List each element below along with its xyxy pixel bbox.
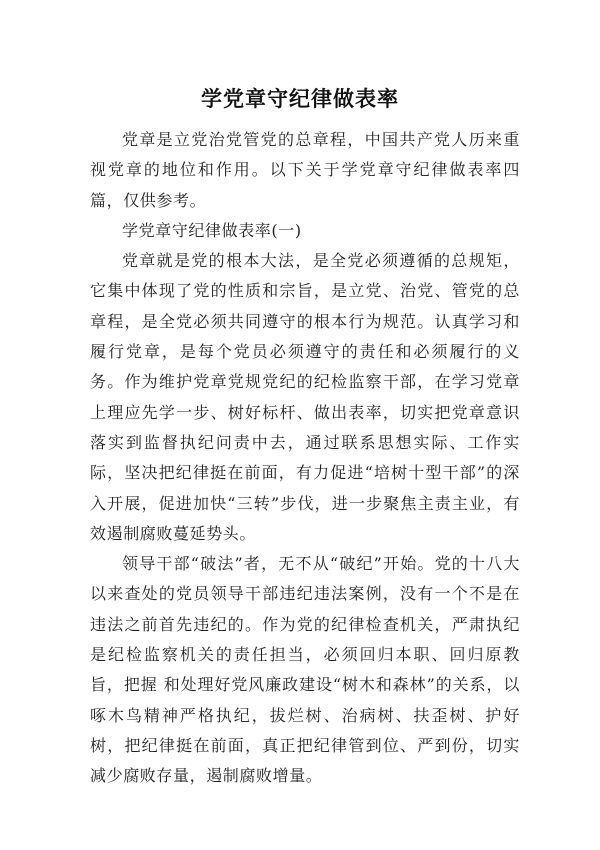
body-paragraph: 党章就是党的根本大法，是全党必须遵循的总规矩，它集中体现了党的性质和宗旨，是立党、治党、管党的总章程，是全党必须共同遵守的根本行为规范。认真学习和履行党章，是每个党员必须遵守的责任和必须履行的义务。作为维护党章党规党纪的纪检监察干部，在学习党章上理应先学一步、树好标杆、做出表率，切实把党章意识落实到监督执纪问责中去，通过联系思想实际、工作实际，坚决把纪律挺在前面，有力促进“培树十型干部”的深入开展，促进加快“三转”步伐，进一步聚焦主责主业，有效遏制腐败蔓延势头。	[90, 251, 520, 543]
document-title: 学党章守纪律做表率	[201, 87, 399, 111]
section-heading: 学党章守纪律做表率(一)	[122, 220, 302, 240]
body-paragraph: 领导干部“破法”者，无不从“破纪”开始。党的十八大以来查处的党员领导干部违纪违法案例，没有一个不是在违法之前首先违纪的。作为党的纪律检查机关，严肃执纪是纪检监察机关的责任担当，必须回归本职、回归原教旨，把握 和处理好党风廉政建设“树木和森林”的关系，以啄木鸟精神严格执纪，拔烂树、治病树、扶歪树、护好树，把纪律挺在前面，真正把纪律管到位、严到份，切实减少腐败存量，遏制腐败增量。	[90, 554, 520, 786]
document-body	[90, 125, 520, 792]
intro-paragraph: 党章是立党治党管党的总章程，中国共产党人历来重视党章的地位和作用。以下关于学党章守纪律做表率四篇，仅供参考。	[90, 130, 520, 210]
